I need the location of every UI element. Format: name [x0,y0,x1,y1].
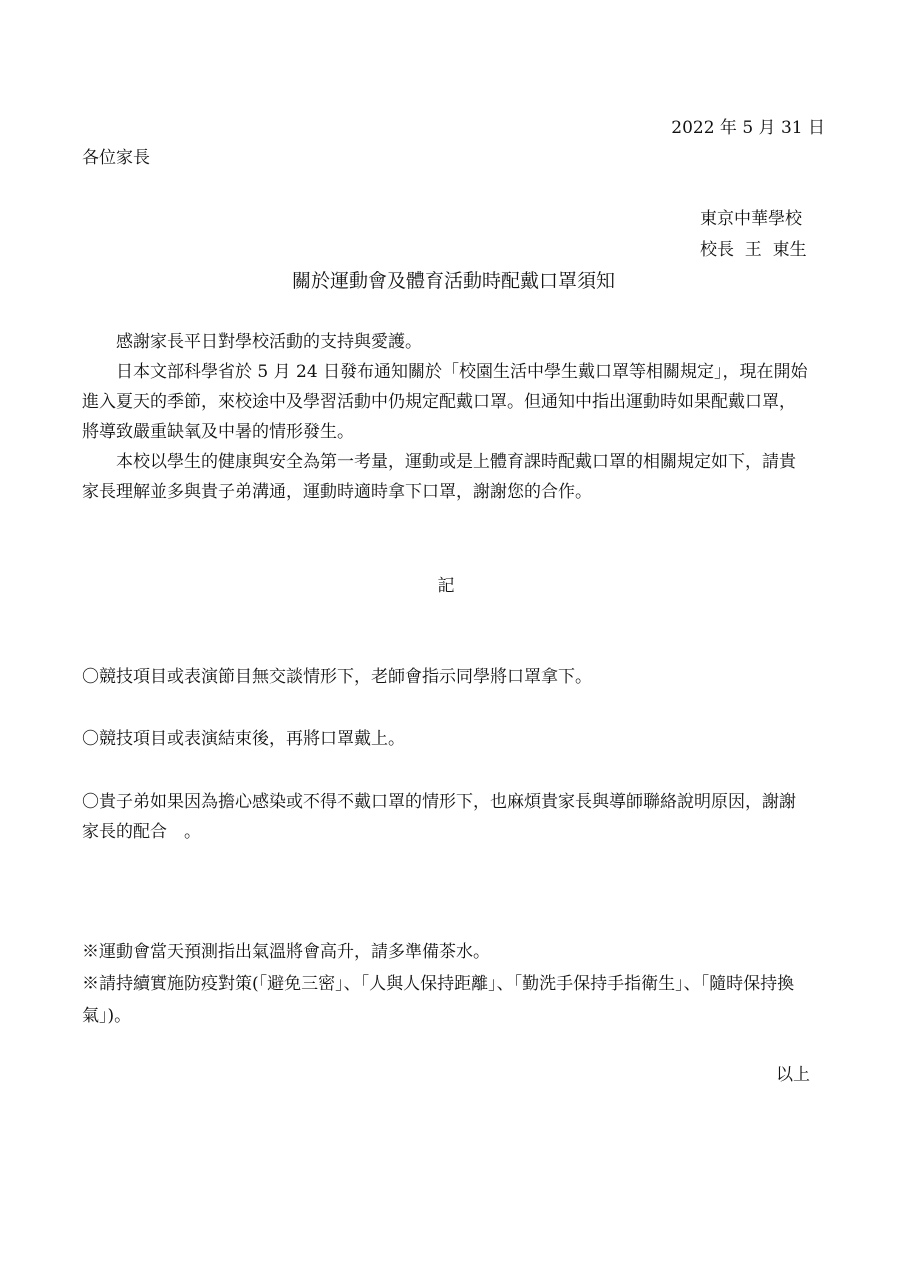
list-item: 〇競技項目或表演結束後，再將口罩戴上。 [82,729,405,749]
note-item: ※請持續實施防疫對策(「避免三密」、「人與人保持距離」、「勤洗手保持手指衛生」、「隨時保持換氣」)。 [82,974,795,1026]
body-paragraph: 感謝家長平日對學校活動的支持與愛護。 [116,332,422,352]
letter-date: 2022 年 5 月 31 日 [671,118,825,138]
list-item: 〇競技項目或表演節目無交談情形下，老師會指示同學將口罩拿下。 [82,667,592,687]
letter-title: 關於運動會及體育活動時配戴口罩須知 [291,270,615,292]
body-paragraph: 本校以學生的健康與安全為第一考量，運動或是上體育課時配戴口罩的相關規定如下，請貴家長理解並多與貴子弟溝通，運動時適時拿下口罩，謝謝您的合作。 [82,452,796,502]
body-paragraph: 日本文部科學省於 5 月 24 日發布通知關於「校園生活中學生戴口罩等相關規定」，現在開始進入夏天的季節，來校途中及學習活動中仍規定配戴口罩。但通知中指出運動時如果配戴口罩，將導致嚴重缺氧及中暑的情形發生。 [82,362,808,442]
sender-name: 校長 王 東生 [700,240,807,260]
sender-school: 東京中華學校 [700,209,802,229]
note-item: ※運動會當天預測指出氣溫將會高升，請多準備茶水。 [82,942,490,962]
notes-section [82,936,810,1032]
letter-body [82,327,810,507]
list-item: 〇貴子弟如果因為擔心感染或不得不戴口罩的情形下，也麻煩貴家長與導師聯絡說明原因，謝謝家長的配合 。 [82,792,796,842]
letter-sender [700,204,807,266]
letter-recipient: 各位家長 [82,148,150,168]
closing-text: 以上 [776,1065,810,1085]
ki-heading: 記 [437,576,455,596]
